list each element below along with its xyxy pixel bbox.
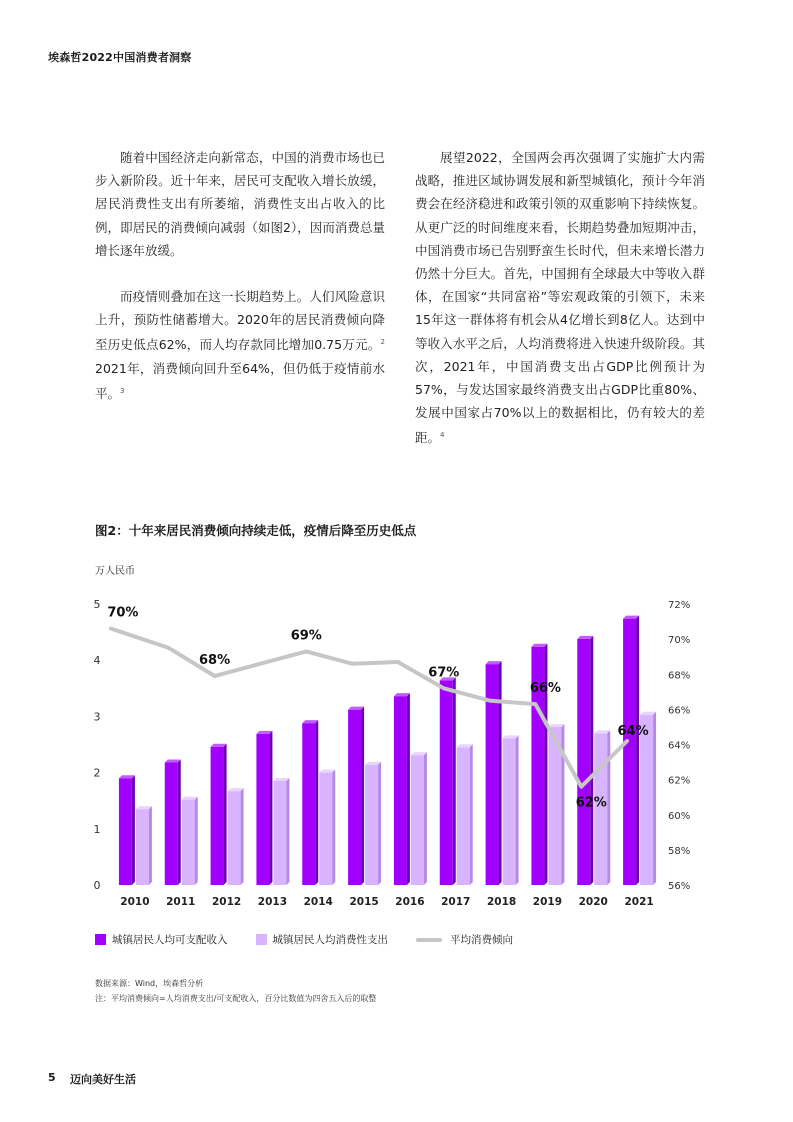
footnote-ref-2: 2	[380, 338, 385, 347]
propensity-data-label: 62%	[575, 795, 607, 811]
bar-expenditure-side	[241, 788, 244, 885]
left-paragraph-2-part-b: 2021年，消费倾向回升至64%，但仍低于疫情前水平。	[95, 360, 385, 402]
bar-expenditure-side	[653, 712, 656, 885]
legend-item-expenditure	[256, 932, 389, 947]
left-text-column	[95, 146, 385, 428]
right-axis-tick-label: 62%	[668, 775, 691, 787]
bar-income-side	[224, 744, 227, 885]
x-axis-tick-label: 2019	[532, 896, 563, 908]
left-axis-tick-label: 3	[93, 710, 101, 724]
left-axis-tick-label: 1	[93, 822, 101, 836]
right-axis-tick-label: 64%	[668, 740, 691, 752]
bar-expenditure	[228, 791, 241, 885]
income-consumption-chart	[80, 590, 710, 915]
right-axis-tick-label: 56%	[668, 881, 691, 892]
left-paragraph-1: 随着中国经济走向新常态，中国的消费市场也已步入新阶段。近十年来，居民可支配收入增长放缓，居民消费性支出有所萎缩，消费性支出占收入的比例，即居民的消费倾向减弱（如图2），因而消费总量增长逐年放缓。	[95, 150, 385, 258]
propensity-data-label: 69%	[290, 628, 322, 644]
bar-expenditure-side	[424, 752, 427, 885]
bar-expenditure	[503, 738, 516, 885]
bar-expenditure-side	[378, 762, 381, 885]
left-axis-tick-label: 2	[93, 766, 101, 780]
right-axis-tick-label: 70%	[668, 635, 691, 647]
bar-income-side	[132, 775, 135, 885]
footer-title: 迈向美好生活	[70, 1073, 136, 1086]
x-axis-tick-label: 2018	[486, 896, 517, 908]
report-header: 埃森哲2022中国消费者洞察	[48, 51, 192, 64]
legend-swatch-expenditure	[256, 934, 267, 945]
bar-income-side	[636, 616, 639, 885]
bar-income	[486, 664, 499, 885]
left-axis-tick-label: 4	[93, 654, 101, 668]
footnote-ref-3: 3	[120, 386, 125, 395]
bar-income-side	[315, 720, 318, 885]
footnote-ref-4: 4	[440, 431, 445, 440]
left-axis-tick-label: 5	[93, 598, 101, 611]
x-axis-tick-label: 2020	[578, 896, 608, 908]
left-axis-tick-label: 0	[93, 879, 101, 892]
bar-expenditure-side	[516, 735, 519, 885]
bar-expenditure-side	[607, 730, 610, 885]
bar-expenditure	[273, 781, 286, 885]
bar-income	[577, 639, 590, 885]
figure-note: 注：平均消费倾向=人均消费支出/可支配收入，百分比数值为四舍五入后的取整	[95, 994, 377, 1003]
bar-income-side	[178, 759, 181, 885]
legend-item-income	[95, 932, 228, 947]
figure-title: 图2：十年来居民消费倾向持续走低，疫情后降至历史低点	[95, 523, 417, 538]
bar-expenditure	[365, 765, 378, 885]
x-axis-tick-label: 2012	[211, 896, 242, 908]
x-axis-tick-label: 2015	[349, 896, 379, 908]
legend-label-expenditure: 城镇居民人均消费性支出	[272, 934, 388, 946]
x-axis-tick-label: 2021	[624, 896, 654, 908]
bar-income-side	[407, 693, 410, 885]
bar-income	[394, 696, 407, 885]
propensity-data-label: 64%	[617, 723, 649, 739]
bar-income	[211, 747, 224, 885]
left-paragraph-2-part-a: 而疫情则叠加在这一长期趋势上。人们风险意识上升，预防性储蓄增大。2020年的居民消费倾向降至历史低点62%，而人均存款同比增加0.75万元。	[95, 289, 385, 353]
legend-swatch-propensity	[416, 938, 442, 942]
bar-income	[256, 734, 269, 885]
left-paragraph-2	[95, 285, 385, 405]
page-number: 5	[48, 1071, 56, 1084]
bar-expenditure-side	[149, 806, 152, 885]
x-axis-tick-label: 2016	[395, 896, 425, 908]
right-paragraph-1-text: 展望2022，全国两会再次强调了实施扩大内需战略，推进区域协调发展和新型城镇化，预计今年消费会在经济稳进和政策引领的双重影响下持续恢复。从更广泛的时间维度来看，长期趋势叠加短期冲击，中国消费市场已告别野蛮生长时代，但未来增长潜力仍然十分巨大。首先，中国拥有全球最大中等收入群体，在国家“共同富裕”等宏观政策的引领下，未来15年这一群体将有机会从4亿增长到8亿人。达到中等收入水平之后，人均消费将进入快速升级阶段。其次，2021年，中国消费支出占GDP比例预计为57%，与发达国家最终消费支出占GDP比重80%、发展中国家占70%以上的数据相比，仍有较大的差距。	[415, 150, 705, 446]
chart-legend	[95, 932, 541, 947]
right-paragraph-1	[415, 146, 705, 450]
right-axis-tick-label: 60%	[668, 810, 691, 822]
bar-income-side	[499, 661, 502, 885]
right-axis-tick-label: 66%	[668, 705, 691, 717]
left-axis-unit: 万人民币	[95, 566, 135, 577]
bar-income	[165, 762, 178, 885]
bar-expenditure	[136, 809, 149, 885]
bar-expenditure	[319, 773, 332, 885]
propensity-data-label: 66%	[529, 681, 561, 697]
right-text-column	[415, 146, 705, 473]
bar-expenditure	[640, 715, 653, 885]
bar-expenditure	[457, 747, 470, 885]
legend-item-propensity	[416, 932, 513, 947]
right-axis-tick-label: 68%	[668, 670, 691, 682]
bar-income	[119, 778, 132, 885]
bar-income	[302, 723, 315, 885]
bar-expenditure-side	[286, 778, 289, 885]
bar-income	[348, 710, 361, 885]
bar-expenditure	[182, 800, 195, 885]
right-axis-tick-label: 58%	[668, 845, 691, 857]
propensity-data-label: 70%	[107, 605, 139, 621]
x-axis-tick-label: 2017	[441, 896, 471, 908]
figure-source: 数据来源：Wind，埃森哲分析	[95, 979, 204, 988]
x-axis-tick-label: 2010	[120, 896, 150, 908]
propensity-data-label: 68%	[199, 653, 231, 669]
legend-label-income: 城镇居民人均可支配收入	[112, 934, 228, 946]
right-axis-tick-label: 72%	[668, 600, 691, 611]
bar-income	[440, 680, 453, 885]
bar-expenditure-side	[195, 797, 198, 885]
propensity-data-label: 67%	[428, 665, 460, 681]
bar-income-side	[590, 636, 593, 885]
bar-income-side	[544, 644, 547, 885]
bar-expenditure-side	[332, 770, 335, 885]
bar-income-side	[453, 677, 456, 885]
bar-income-side	[269, 731, 272, 885]
legend-label-propensity: 平均消费倾向	[450, 934, 513, 946]
bar-income-side	[361, 707, 364, 885]
x-axis-tick-label: 2013	[257, 896, 288, 908]
x-axis-tick-label: 2014	[303, 896, 333, 908]
bar-expenditure-side	[470, 744, 473, 885]
bar-expenditure	[411, 755, 424, 885]
legend-swatch-income	[95, 934, 106, 945]
bar-income	[623, 619, 636, 885]
x-axis-tick-label: 2011	[166, 896, 196, 908]
